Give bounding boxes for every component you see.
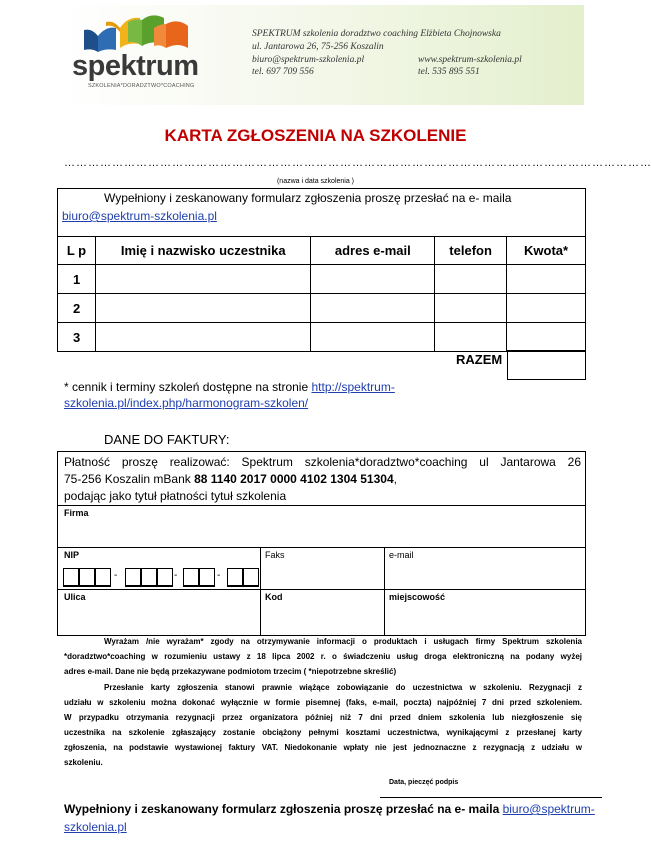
payment-line-3: podając jako tytuł płatności tytuł szkolenia bbox=[64, 489, 287, 503]
participant-amount-cell[interactable] bbox=[507, 294, 586, 323]
column-header-email: adres e-mail bbox=[311, 237, 435, 265]
nip-digit-box[interactable] bbox=[243, 568, 259, 587]
company-name: SPEKTRUM szkolenia doradztwo coaching Elżbieta Chojnowska bbox=[252, 29, 501, 39]
table-header-row bbox=[58, 237, 586, 265]
nip-separator: - bbox=[217, 570, 221, 581]
terms-line: szkoleniu. bbox=[64, 758, 103, 767]
nip-digit-box[interactable] bbox=[95, 568, 111, 587]
participants-table bbox=[57, 236, 586, 352]
instructions-text: Wypełniony i zeskanowany formularz zgłoszenia proszę przesłać na e- maila bbox=[104, 191, 512, 205]
price-note bbox=[64, 380, 395, 394]
footer-text: Wypełniony i zeskanowany formularz zgłoszenia proszę przesłać na e- maila bbox=[64, 802, 500, 816]
street-label: Ulica bbox=[64, 592, 86, 602]
participant-phone-cell[interactable] bbox=[435, 323, 507, 352]
price-note-text: * cennik i terminy szkoleń dostępne na stronie bbox=[64, 380, 309, 394]
column-header-lp: L p bbox=[58, 237, 96, 265]
total-label: RAZEM bbox=[456, 352, 503, 367]
participant-amount-cell[interactable] bbox=[507, 265, 586, 294]
row-number: 1 bbox=[58, 265, 96, 294]
price-list-link-continued[interactable]: szkolenia.pl/index.php/harmonogram-szkolen/ bbox=[64, 396, 309, 410]
company-phone-2: tel. 535 895 551 bbox=[418, 67, 480, 77]
terms-line: zgłoszenia, na podstawie wystawionej faktury VAT. Niedokonanie wpłaty nie jest jednoznaczne z rezygnacją z udziału w bbox=[64, 743, 582, 752]
participant-amount-cell[interactable] bbox=[507, 323, 586, 352]
column-header-amount: Kwota* bbox=[507, 237, 586, 265]
postal-code-label: Kod bbox=[265, 592, 283, 602]
footer-email-link[interactable]: biuro@spektrum- bbox=[502, 802, 595, 816]
email-field[interactable] bbox=[384, 547, 586, 590]
participant-name-cell[interactable] bbox=[95, 265, 311, 294]
nip-label: NIP bbox=[64, 550, 80, 560]
signature-label: Data, pieczęć podpis bbox=[389, 779, 459, 786]
nip-digit-box[interactable] bbox=[227, 568, 243, 587]
participant-email-cell[interactable] bbox=[311, 294, 435, 323]
nip-digit-box[interactable] bbox=[141, 568, 157, 587]
nip-digit-box[interactable] bbox=[63, 568, 79, 587]
participant-email-cell[interactable] bbox=[311, 323, 435, 352]
row-number: 2 bbox=[58, 294, 96, 323]
logo-text: spektrum bbox=[72, 50, 199, 82]
row-number: 3 bbox=[58, 323, 96, 352]
nip-separator: - bbox=[174, 570, 178, 581]
consent-line: Wyrażam /nie wyrażam* zgody na otrzymywanie informacji o produktach i usługach firmy Spektrum szkolenia bbox=[104, 637, 582, 646]
payment-address: 75-256 Koszalin mBank bbox=[64, 472, 195, 486]
signature-line[interactable] bbox=[380, 797, 602, 798]
company-phone: tel. 697 709 556 bbox=[252, 67, 314, 77]
company-website: www.spektrum-szkolenia.pl bbox=[418, 55, 522, 65]
terms-paragraph bbox=[64, 680, 582, 770]
participant-email-cell[interactable] bbox=[311, 265, 435, 294]
company-name-field[interactable] bbox=[57, 505, 586, 548]
participant-phone-cell[interactable] bbox=[435, 294, 507, 323]
page-title: KARTA ZGŁOSZENIA NA SZKOLENIE bbox=[164, 126, 467, 145]
city-label: miejscowość bbox=[389, 592, 446, 602]
footer-instruction bbox=[64, 802, 595, 816]
participant-phone-cell[interactable] bbox=[435, 265, 507, 294]
instructions-email-link[interactable]: biuro@spektrum-szkolenia.pl bbox=[62, 209, 217, 223]
nip-digit-box[interactable] bbox=[79, 568, 95, 587]
payment-line-1: Płatność proszę realizować: Spektrum szkolenia*doradztwo*coaching ul Jantarowa 26 bbox=[64, 455, 581, 469]
company-logo bbox=[70, 14, 205, 96]
street-field[interactable] bbox=[57, 589, 261, 636]
company-name-label: Firma bbox=[64, 508, 89, 518]
company-email: biuro@spektrum-szkolenia.pl bbox=[252, 55, 365, 65]
payment-line-2 bbox=[64, 472, 397, 486]
footer-email-link-continued[interactable]: szkolenia.pl bbox=[64, 820, 127, 834]
table-row bbox=[58, 265, 586, 294]
participant-name-cell[interactable] bbox=[95, 294, 311, 323]
consent-line: *doradztwo*coaching w rozumieniu ustawy z 18 lipca 2002 r. o świadczeniu usług droga elektroniczną na podany wyżej bbox=[64, 652, 582, 661]
table-row bbox=[58, 294, 586, 323]
consent-line: adres e-mail. Dane nie będą przekazywane podmiotom trzecim ( *niepotrzebne skreślić) bbox=[64, 667, 397, 676]
books-logo-icon bbox=[70, 14, 205, 54]
column-header-phone: telefon bbox=[435, 237, 507, 265]
nip-digit-box[interactable] bbox=[125, 568, 141, 587]
training-caption: (nazwa i data szkolenia ) bbox=[276, 178, 355, 185]
nip-digit-box[interactable] bbox=[199, 568, 215, 587]
price-list-link[interactable]: http://spektrum- bbox=[311, 380, 395, 394]
fax-label: Faks bbox=[265, 550, 285, 560]
payment-comma: , bbox=[393, 472, 397, 486]
consent-paragraph bbox=[64, 634, 582, 679]
bank-account-number: 88 1140 2017 0000 4102 1304 51304 bbox=[194, 472, 394, 486]
nip-digit-box[interactable] bbox=[157, 568, 173, 587]
column-header-name: Imię i nazwisko uczestnika bbox=[95, 237, 311, 265]
terms-line: Przesłanie karty zgłoszenia stanowi prawnie wiążące zobowiązanie do uczestnictwa w szkoleniu. Rezygnacji z bbox=[104, 683, 582, 692]
logo-tagline: SZKOLENIA*DORADZTWO*COACHING bbox=[88, 83, 195, 89]
email-label: e-mail bbox=[389, 550, 414, 560]
terms-line: uczestnika na szkolenie zgłaszający zostanie obciążony pełnymi kosztami uczestnictwa, wynikającymi z przesłanej karty bbox=[64, 728, 582, 737]
terms-line: udziału w szkoleniu można dokonać wyłącznie w formie pisemnej (faks, e-mail, poczta) najpóźniej 7 dni przed szkoleniem. bbox=[64, 698, 582, 707]
participant-name-cell[interactable] bbox=[95, 323, 311, 352]
company-address: ul. Jantarowa 26, 75-256 Koszalin bbox=[252, 42, 384, 52]
table-row bbox=[58, 323, 586, 352]
nip-separator: - bbox=[114, 570, 118, 581]
nip-digit-box[interactable] bbox=[183, 568, 199, 587]
total-amount-cell[interactable] bbox=[507, 350, 586, 380]
training-name-field[interactable]: ………………………………………………………………………………………………………………………………… bbox=[64, 157, 652, 169]
invoice-heading: DANE DO FAKTURY: bbox=[104, 432, 230, 447]
terms-line: W przypadku otrzymania rezygnacji przez organizatora później niż 7 dni przed dniem szkolenia lub niezgłoszenie się bbox=[64, 713, 582, 722]
